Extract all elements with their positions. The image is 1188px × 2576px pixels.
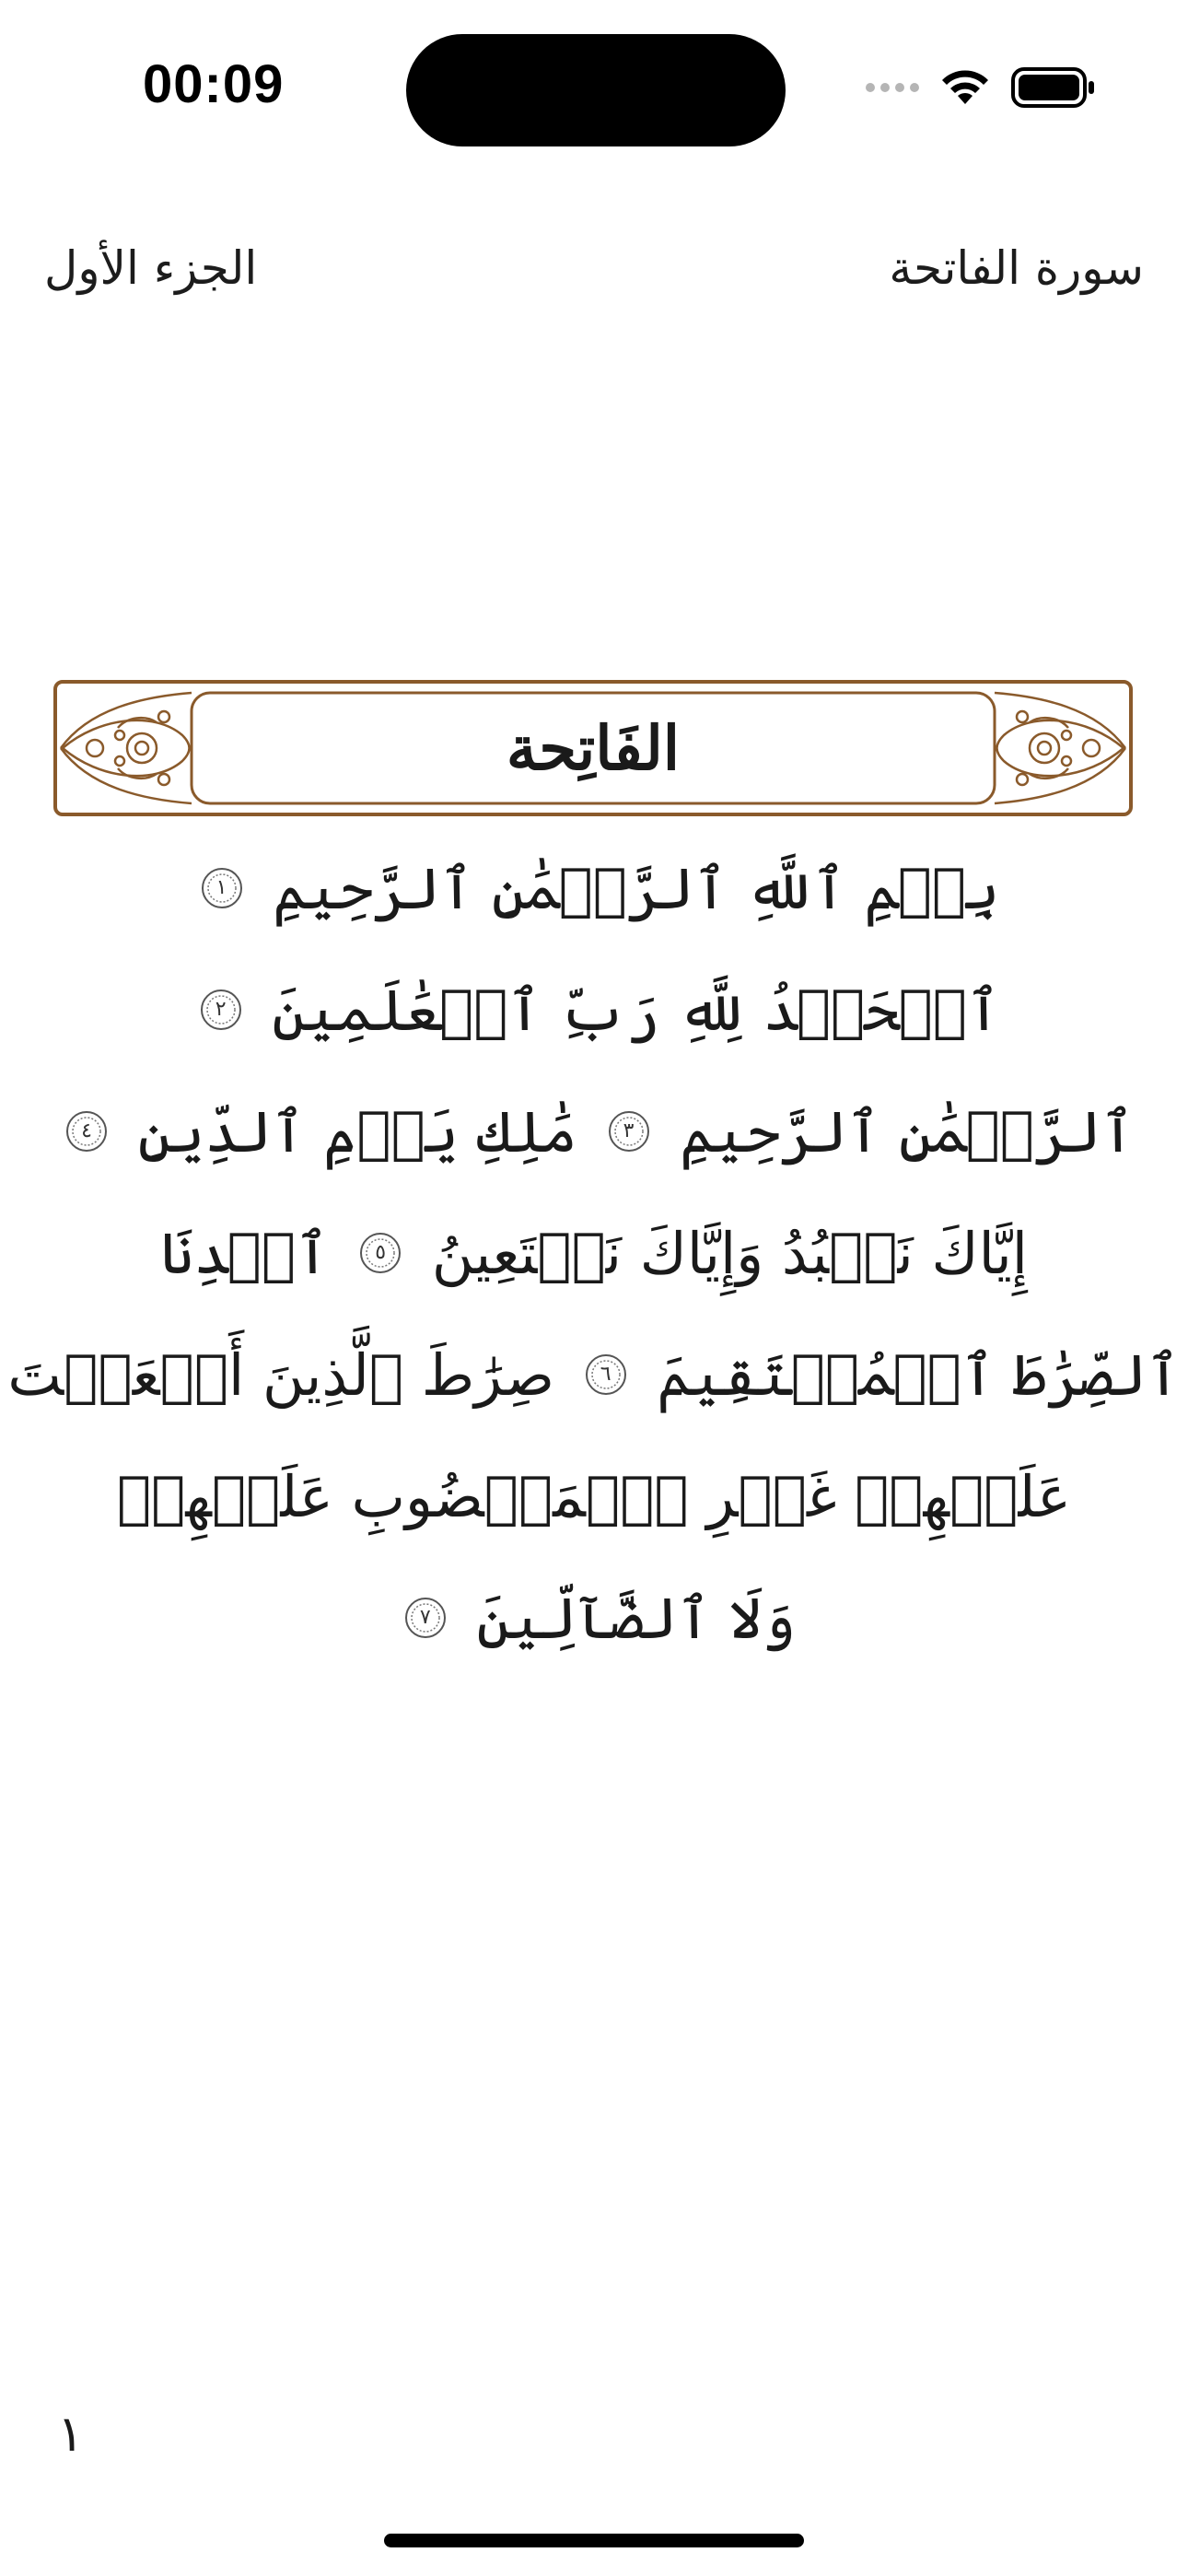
status-time: 00:09 (143, 54, 285, 114)
ayah-number: ١ (215, 875, 227, 899)
dynamic-island (406, 34, 786, 146)
verse-line[interactable] (0, 1325, 1188, 1446)
page-header (0, 241, 1188, 315)
ayah-number: ٤ (81, 1118, 92, 1142)
ayah-number: ٢ (215, 997, 227, 1021)
verse-text[interactable]: عَلَيۡهِمۡ غَيۡرِ ٱلۡمَغۡضُوبِ عَلَيۡهِمۡ (116, 1463, 1072, 1530)
surah-name-label: سورة الفاتحة (889, 241, 1144, 295)
ayah-number-marker[interactable] (199, 988, 243, 1032)
verse-text[interactable]: ٱلصِّرَٰطَ ٱلۡمُسۡتَقِيمَ (657, 1341, 1181, 1409)
battery-icon (1011, 66, 1096, 109)
verse-text[interactable]: ٱهۡدِنَا (160, 1220, 330, 1287)
verse-text[interactable]: إِيَّاكَ نَعۡبُدُ وَإِيَّاكَ نَسۡتَعِينُ (431, 1220, 1028, 1287)
home-indicator[interactable] (384, 2534, 804, 2547)
status-bar (0, 0, 1188, 175)
verse-text[interactable]: مَٰلِكِ يَوۡمِ ٱلدِّينِ (137, 1098, 577, 1165)
verse-line[interactable] (0, 960, 1188, 1082)
surah-title: الفَاتِحة (506, 712, 681, 784)
juz-name-label: الجزء الأول (44, 241, 258, 295)
verses-container (0, 838, 1188, 1690)
cellular-signal-icon (866, 83, 919, 92)
ayah-number-marker[interactable] (607, 1109, 651, 1153)
verse-text[interactable]: صِرَٰطَ ٱلَّذِينَ أَنۡعَمۡتَ (7, 1341, 554, 1409)
verse-text[interactable]: ٱلرَّحۡمَٰنِ ٱلرَّحِيمِ (680, 1098, 1135, 1165)
page-number: ١ (57, 2405, 85, 2463)
ayah-number: ٥ (375, 1240, 387, 1264)
ayah-number: ٣ (623, 1118, 635, 1142)
ayah-number: ٦ (600, 1362, 611, 1386)
status-icons (866, 64, 1096, 111)
verse-line[interactable] (0, 838, 1188, 960)
wifi-icon (939, 67, 991, 108)
verse-line[interactable] (0, 1568, 1188, 1690)
ayah-number-marker[interactable] (584, 1352, 628, 1397)
ayah-number-marker[interactable] (64, 1109, 109, 1153)
ayah-number: ٧ (419, 1605, 431, 1629)
verse-line[interactable] (0, 1203, 1188, 1325)
surah-title-banner (53, 680, 1133, 816)
ayah-number-marker[interactable] (358, 1231, 402, 1275)
ayah-number-marker[interactable] (403, 1596, 448, 1640)
verse-text[interactable]: بِسۡمِ ٱللَّهِ ٱلرَّحۡمَٰنِ ٱلرَّحِيمِ (273, 855, 1000, 922)
verse-text[interactable]: ٱلۡحَمۡدُ لِلَّهِ رَبِّ ٱلۡعَٰلَمِينَ (272, 977, 1001, 1044)
verse-line[interactable] (0, 1446, 1188, 1568)
verse-text[interactable]: وَلَا ٱلضَّآلِّينَ (476, 1585, 797, 1652)
verse-line[interactable] (0, 1082, 1188, 1203)
ayah-number-marker[interactable] (200, 866, 244, 910)
